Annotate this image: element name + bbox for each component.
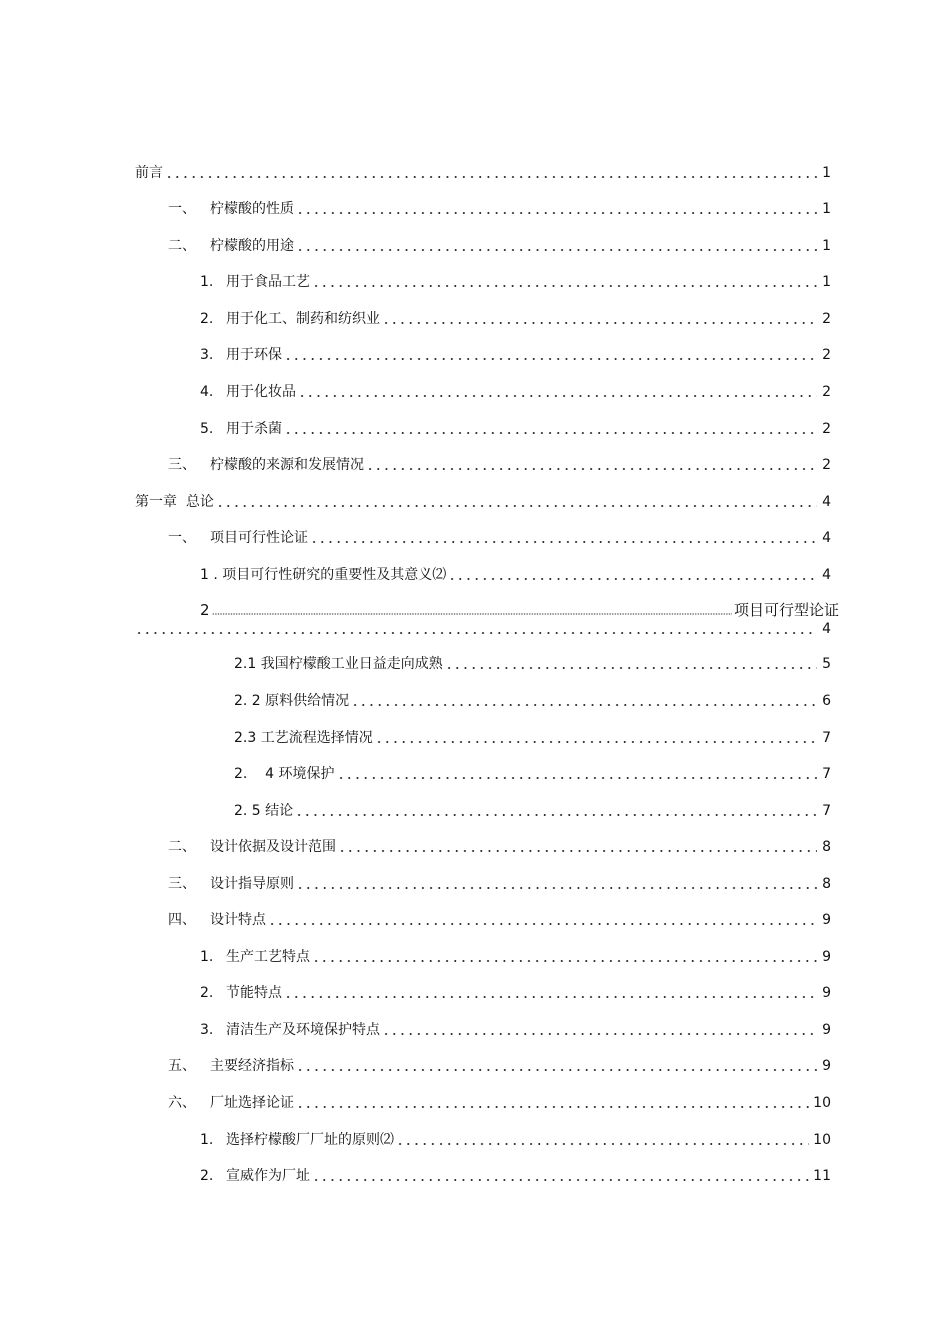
toc-page-number: 4 xyxy=(822,567,831,583)
toc-page-number: 9 xyxy=(822,1058,831,1074)
toc-entry-title: 2.1 我国柠檬酸工业日益走向成熟 xyxy=(234,656,443,672)
toc-leader-dots xyxy=(298,395,817,397)
toc-entry[interactable] xyxy=(200,1021,831,1039)
toc-entry-title: 柠檬酸的性质 xyxy=(210,201,294,217)
toc-entry-number: 2. xyxy=(200,311,214,327)
toc-entry[interactable] xyxy=(200,273,831,291)
toc-page-number: 4 xyxy=(822,530,831,546)
toc-entry[interactable] xyxy=(168,529,831,547)
toc-leader-dots xyxy=(366,468,817,470)
toc-entry[interactable] xyxy=(200,566,831,584)
toc-leader-dots xyxy=(312,960,817,962)
toc-page-number: 2 xyxy=(822,457,831,473)
toc-leader-dots xyxy=(216,505,817,507)
toc-entry-title: 宣威作为厂址 xyxy=(226,1168,310,1184)
toc-leader-dots xyxy=(351,704,817,706)
toc-entry-title: 1 . 项目可行性研究的重要性及其意义⑵ xyxy=(200,567,447,583)
toc-entry[interactable] xyxy=(200,1167,831,1185)
toc-entry-title: 选择柠檬酸厂厂址的原则⑵ xyxy=(226,1132,394,1148)
toc-leader-dots xyxy=(337,777,817,779)
toc-entry-title: 2. 5 结论 xyxy=(234,803,294,819)
toc-entry-title: 设计依据及设计范围 xyxy=(210,839,336,855)
toc-entry-number: 3. xyxy=(200,347,214,363)
toc-page-number: 9 xyxy=(822,912,831,928)
toc-entry[interactable] xyxy=(200,310,831,328)
toc-page-number: 2 xyxy=(822,347,831,363)
toc-page-number: 9 xyxy=(822,1022,831,1038)
toc-leader-dots xyxy=(284,358,817,360)
toc-page-number: 1 xyxy=(822,165,831,181)
toc-leader-dots xyxy=(268,923,817,925)
toc-entry-number: 1. xyxy=(200,949,214,965)
toc-entry-title: 设计特点 xyxy=(210,912,266,928)
toc-entry-number: 六、 xyxy=(168,1095,196,1111)
toc-entry-number: 一、 xyxy=(168,530,196,546)
toc-entry-title: 用于杀菌 xyxy=(226,421,282,437)
toc-entry[interactable] xyxy=(200,346,831,364)
toc-entry-number: 五、 xyxy=(168,1058,196,1074)
toc-page-number: 10 xyxy=(813,1132,831,1148)
toc-entry-number: 1. xyxy=(200,274,214,290)
toc-entry-number: 2 xyxy=(200,601,210,619)
toc-entry-title: 第一章 总论 xyxy=(135,494,214,510)
toc-entry-number: 四、 xyxy=(168,912,196,928)
toc-entry-title: 节能特点 xyxy=(226,985,282,1001)
toc-entry-preface[interactable] xyxy=(135,164,831,182)
toc-page-number: 1 xyxy=(822,238,831,254)
toc-entry-title: 清洁生产及环境保护特点 xyxy=(226,1022,380,1038)
toc-page-number: 1 xyxy=(822,274,831,290)
toc-entry[interactable] xyxy=(168,200,831,218)
toc-entry-number: 三、 xyxy=(168,876,196,892)
toc-page-number: 5 xyxy=(822,656,831,672)
toc-page-number: 10 xyxy=(813,1095,831,1111)
toc-leader-dots xyxy=(338,850,817,852)
toc-leader-dots xyxy=(135,632,817,634)
toc-entry-title: 主要经济指标 xyxy=(210,1058,294,1074)
toc-entry[interactable] xyxy=(200,948,831,966)
toc-leader-dots xyxy=(296,212,817,214)
toc-entry[interactable] xyxy=(168,911,831,929)
toc-page-number: 2 xyxy=(822,421,831,437)
toc-entry[interactable] xyxy=(168,237,831,255)
toc-entry[interactable] xyxy=(234,655,831,673)
toc-entry-number: 二、 xyxy=(168,238,196,254)
toc-page-number: 2 xyxy=(822,311,831,327)
toc-entry[interactable] xyxy=(234,802,831,820)
toc-leader-dots xyxy=(295,814,817,816)
toc-leader-dots xyxy=(375,741,817,743)
toc-entry-title: 项目可行性论证 xyxy=(210,530,308,546)
toc-leader-dots xyxy=(296,1106,809,1108)
toc-entry-number: 二、 xyxy=(168,839,196,855)
toc-entry-title: 项目可行型论证 xyxy=(733,601,839,619)
toc-entry-number: 2. xyxy=(200,985,214,1001)
toc-page-number: 6 xyxy=(822,693,831,709)
toc-leader-dots xyxy=(296,249,817,251)
toc-leader-dots xyxy=(284,996,817,998)
toc-entry-title: 用于化妆品 xyxy=(226,384,296,400)
toc-leader-dots xyxy=(296,1069,817,1071)
toc-page-number: 7 xyxy=(822,730,831,746)
toc-entry-title: 柠檬酸的来源和发展情况 xyxy=(210,457,364,473)
toc-page-number: 9 xyxy=(822,985,831,1001)
toc-entry[interactable] xyxy=(200,1131,831,1149)
toc-page-number: 7 xyxy=(822,803,831,819)
toc-page-number: 4 xyxy=(822,494,831,510)
toc-entry-number: 4. xyxy=(200,384,214,400)
toc-entry[interactable] xyxy=(234,692,831,710)
toc-entry-number: 1. xyxy=(200,1132,214,1148)
toc-entry[interactable] xyxy=(168,838,831,856)
toc-entry-number: 三、 xyxy=(168,457,196,473)
toc-leader-dots xyxy=(312,285,817,287)
toc-entry-title: 用于食品工艺 xyxy=(226,274,310,290)
toc-entry[interactable] xyxy=(234,765,831,783)
toc-entry-title: 设计指导原则 xyxy=(210,876,294,892)
toc-entry-number: 一、 xyxy=(168,201,196,217)
toc-entry-chapter-1[interactable] xyxy=(135,493,831,511)
toc-leader-dots xyxy=(312,1179,809,1181)
toc-entry-title: 柠檬酸的用途 xyxy=(210,238,294,254)
toc-entry-number: 3. xyxy=(200,1022,214,1038)
toc-entry[interactable] xyxy=(168,456,831,474)
toc-entry[interactable] xyxy=(200,984,831,1002)
toc-leader-dots xyxy=(382,1033,817,1035)
toc-entry-title: 2. 4 环境保护 xyxy=(234,766,335,782)
toc-leader-dots xyxy=(284,432,817,434)
toc-leader-dots xyxy=(212,613,732,615)
toc-entry-number: 5. xyxy=(200,421,214,437)
toc-entry[interactable] xyxy=(234,729,831,747)
toc-leader-dots xyxy=(165,176,817,178)
toc-page-number: 8 xyxy=(822,839,831,855)
toc-entry-title: 用于环保 xyxy=(226,347,282,363)
toc-leader-dots xyxy=(396,1143,809,1145)
toc-page-number: 11 xyxy=(813,1168,831,1184)
toc-page-number: 7 xyxy=(822,766,831,782)
toc-entry-title: 前言 xyxy=(135,165,163,181)
toc-entry-number: 2. xyxy=(200,1168,214,1184)
toc-leader-dots xyxy=(382,322,817,324)
toc-entry[interactable] xyxy=(200,383,831,401)
toc-leader-dots xyxy=(445,667,817,669)
toc-entry[interactable] xyxy=(168,1057,831,1075)
toc-entry-wrapped[interactable] xyxy=(200,601,839,619)
toc-page-number: 9 xyxy=(822,949,831,965)
toc-entry-title: 2.3 工艺流程选择情况 xyxy=(234,730,373,746)
toc-page-number: 2 xyxy=(822,384,831,400)
toc-page-number: 8 xyxy=(822,876,831,892)
toc-entry-title: 厂址选择论证 xyxy=(210,1095,294,1111)
toc-leader-dots xyxy=(296,887,817,889)
toc-page-number: 4 xyxy=(822,621,831,637)
toc-entry-title: 2. 2 原料供给情况 xyxy=(234,693,350,709)
toc-entry[interactable] xyxy=(200,420,831,438)
toc-entry-title: 生产工艺特点 xyxy=(226,949,310,965)
toc-page-number: 1 xyxy=(822,201,831,217)
toc-entry-title: 用于化工、制药和纺织业 xyxy=(226,311,380,327)
toc-entry[interactable] xyxy=(168,1094,831,1112)
toc-entry-wrapped-continuation xyxy=(135,620,831,638)
toc-leader-dots xyxy=(448,578,817,580)
toc-leader-dots xyxy=(310,541,817,543)
toc-entry[interactable] xyxy=(168,875,831,893)
